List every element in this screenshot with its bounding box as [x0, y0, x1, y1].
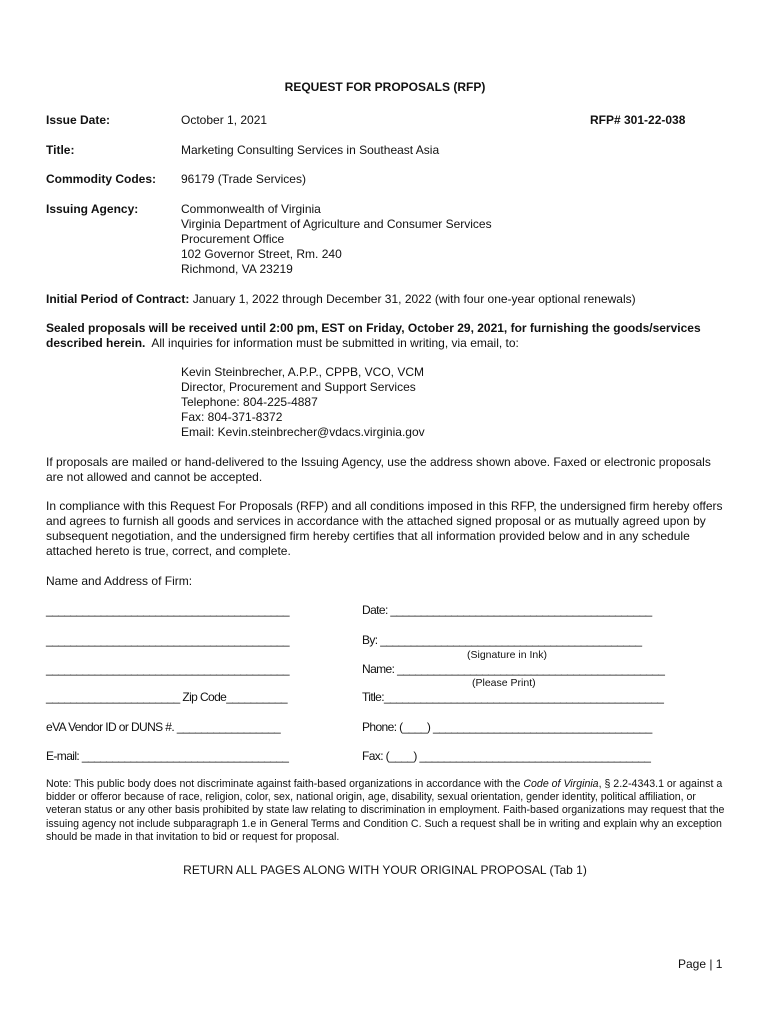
contract-period [46, 292, 636, 307]
note-text: , § 2.2-4343.1 or against a bidder or offeror because of race, religion, color, sex, national origin, age, disability, sexual orientation, gender identity, political affiliation, or veteran status or any other basis prohibited by state law relating to discrimination in employment. Faith-based organizations may request that the issuing agency not include subparagraph 1.e in General Terms and Condition C. Such a request shall be in writing and explain why an exception should be made in that invitation to bid or request for proposal. [46, 778, 725, 843]
contract-period-label: Initial Period of Contract: [46, 292, 190, 306]
issue-date-label: Issue Date: [46, 113, 111, 127]
compliance-paragraph: In compliance with this Request For Proposals (RFP) and all conditions imposed in this RFP, the undersigned firm hereby offers and agrees to furnish all goods and services in accordance with the attached signed proposal or as mutually agreed upon by subsequent negotiation, and the undersigned firm hereby certifies that all information provided below and in any schedule attached hereto is true, correct, and complete. [46, 499, 723, 558]
firm-name-label: Name and Address of Firm: [46, 574, 193, 588]
contact-line: Kevin Steinbrecher, A.P.P., CPPB, VCO, VCM [181, 365, 425, 379]
commodity-label: Commodity Codes: [46, 172, 157, 186]
firm-name-field[interactable]: ________________________________________ [46, 603, 289, 617]
email-field[interactable]: E-mail: __________________________________ [46, 749, 289, 763]
signature-caption: (Signature in Ink) [467, 649, 547, 661]
contract-period-value: January 1, 2022 through December 31, 2022 (with four one-year optional renewals) [192, 292, 636, 306]
return-instruction: RETURN ALL PAGES ALONG WITH YOUR ORIGINAL PROPOSAL (Tab 1) [183, 863, 587, 877]
printed-name-field[interactable]: Name: ____________________________________________ [362, 662, 665, 676]
title-field[interactable]: Title:______________________________________________ [362, 690, 664, 704]
inquiries-instruction: All inquiries for information must be submitted in writing, via email, to: [151, 336, 519, 350]
non-discrimination-note [46, 778, 726, 844]
sealed-proposals-paragraph [46, 321, 726, 351]
note-text: Note: This public body does not discriminate against faith-based organizations in accordance with the [46, 778, 524, 790]
sealed-proposals-deadline: Sealed proposals will be received until 2:00 pm, EST on Friday, October 29, 2021, for furnishing the goods/services described herein. [46, 321, 701, 350]
signature-field[interactable]: By: ___________________________________________ [362, 633, 642, 647]
title-value: Marketing Consulting Services in Southeast Asia [181, 143, 440, 157]
document-title: REQUEST FOR PROPOSALS (RFP) [284, 80, 486, 94]
zip-code-field[interactable]: ______________________ Zip Code__________ [46, 690, 287, 704]
agency-line: Commonwealth of Virginia [181, 202, 321, 216]
rfp-number: RFP# 301-22-038 [590, 113, 686, 127]
code-of-virginia-reference: Code of Virginia [523, 778, 599, 790]
title-label: Title: [46, 143, 75, 157]
contact-line: Director, Procurement and Support Services [181, 380, 416, 394]
agency-line: Procurement Office [181, 232, 285, 246]
agency-line: Virginia Department of Agriculture and Consumer Services [181, 217, 492, 231]
issue-date-value: October 1, 2021 [181, 113, 268, 127]
print-caption: (Please Print) [472, 677, 536, 689]
date-field[interactable]: Date: ___________________________________________ [362, 603, 652, 617]
contact-email: Email: Kevin.steinbrecher@vdacs.virginia.gov [181, 425, 425, 439]
issuing-agency-label: Issuing Agency: [46, 202, 139, 216]
commodity-value: 96179 (Trade Services) [181, 172, 306, 186]
contact-line: Fax: 804-371-8372 [181, 410, 283, 424]
agency-line: Richmond, VA 23219 [181, 262, 293, 276]
agency-line: 102 Governor Street, Rm. 240 [181, 247, 342, 261]
phone-field[interactable]: Phone: (____) ____________________________________ [362, 720, 652, 734]
contact-line: Telephone: 804-225-4887 [181, 395, 318, 409]
eva-vendor-id-field[interactable]: eVA Vendor ID or DUNS #. _________________ [46, 720, 281, 734]
mailed-proposals-paragraph: If proposals are mailed or hand-delivered to the Issuing Agency, use the address shown above. Faxed or electronic proposals are not allowed and cannot be accepted. [46, 455, 711, 484]
firm-city-field[interactable]: ________________________________________ [46, 662, 289, 676]
fax-field[interactable]: Fax: (____) ______________________________________ [362, 749, 651, 763]
page-number: Page | 1 [678, 957, 723, 971]
firm-address-field[interactable]: ________________________________________ [46, 633, 289, 647]
